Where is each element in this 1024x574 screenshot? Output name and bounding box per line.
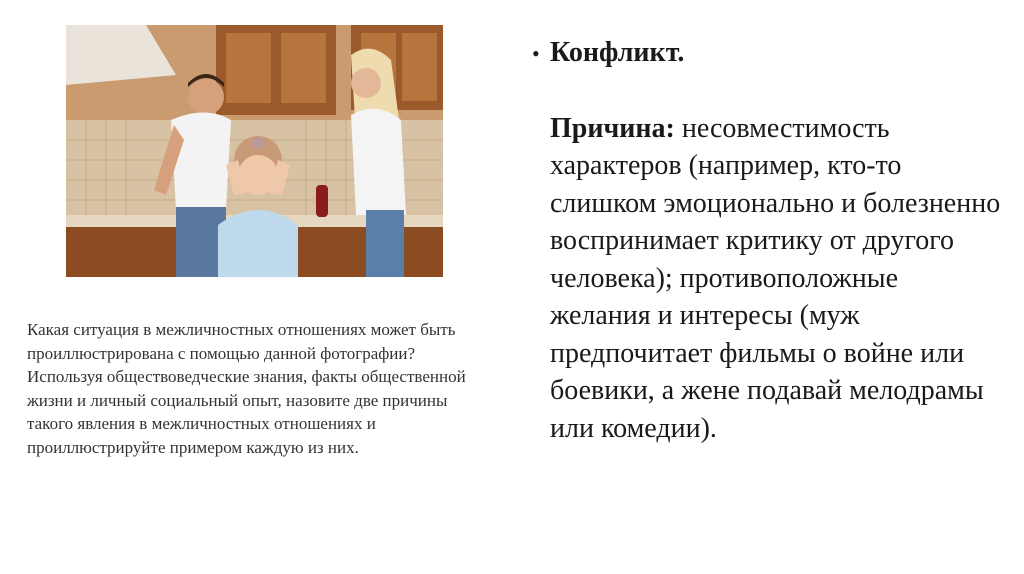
answer-body	[550, 110, 1002, 448]
bullet-icon: •	[532, 41, 540, 66]
reason-text: несовместимость характеров (например, кто-то слишком эмоционально и болезненно воспринимает критику от другого человека); противоположные желания и интересы (муж предпочитает фильмы о войне или боевики, а жене подавай мелодрамы или комедии).	[550, 112, 1001, 444]
photo-bottle	[316, 185, 328, 217]
question-text-block	[27, 318, 467, 459]
answer-title: Конфликт.	[550, 37, 685, 68]
reason-label: Причина:	[550, 112, 675, 144]
answer-heading	[532, 34, 1002, 73]
answer-block	[532, 34, 1002, 447]
photo-illustration	[66, 25, 443, 277]
family-conflict-photo	[66, 25, 443, 277]
question-text: Какая ситуация в межличностных отношениях может быть проиллюстрирована с помощью данной фотографии? Используя обществоведческие знания, факты общественной жизни и личный социальный опыт, назовите две причины такого явления в межличностных отношениях и проиллюстрируйте примером каждую из них.	[27, 320, 466, 457]
